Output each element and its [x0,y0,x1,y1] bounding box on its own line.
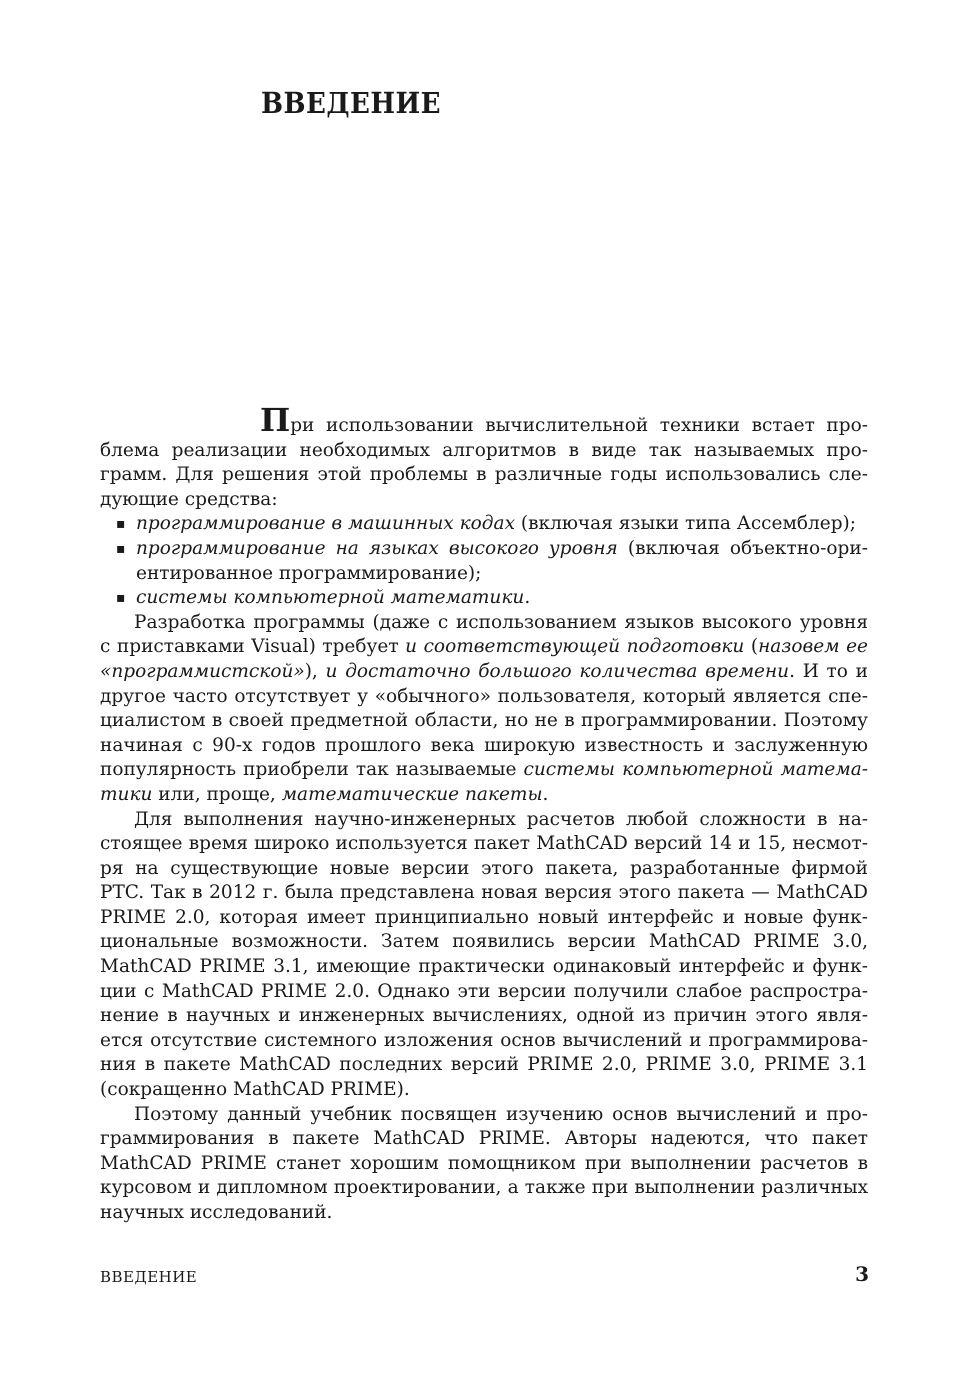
body-text [100,401,868,1226]
intro-paragraph [100,401,868,512]
running-footer: ВВЕДЕНИЕ [100,1268,198,1286]
bullet-icon: ▪ [116,516,126,533]
chapter-title: ВВЕДЕНИЕ [261,86,441,120]
emphasis: системы компьютерной математики [100,759,868,805]
list-item-note: (включая языки типа Ассемблер); [515,513,857,535]
bullet-icon: ▪ [116,590,126,607]
list-item [100,537,868,586]
list-item [100,512,868,537]
text-run: . И то и другое часто отсутствует у «обычного» пользователя, который является специалистом в своей предметной области, но не в программировании. Поэтому начиная с 90-х годов прошлого века широкую известность и заслуженную популярность приобрели так называемые [100,660,868,781]
drop-cap: П [260,401,291,439]
list-item-term: программирование в машинных кодах [136,513,515,535]
text-run: ( [744,636,759,658]
emphasis: и соответствующей подготовки [405,636,745,658]
text-run: Разработка программы (даже с использованием языков высокого уровня с приставками Visual) требует [100,611,868,658]
list-item-note: . [524,587,531,609]
emphasis: и достаточно большого количества времени [325,660,790,682]
list-item-note: (включая объектно-ориентированное программирование); [136,537,868,584]
page-number: 3 [855,1262,869,1286]
paragraph-mathcad: Для выполнения научно-инженерных расчетов любой сложности в настоящее время широко используется пакет MathCAD версий 14 и 15, несмотря на существующие новые версии этого пакета, разработанные фирмой PTC. Так в 2012 г. была представлена новая версия этого пакета — MathCAD PRIME 2.0, которая имеет принципиально новый интерфейс и новые функциональные возможности. Затем появились версии MathCAD PRIME 3.0, MathCAD PRIME 3.1, имеющие практически одинаковый интерфейс и функции с MathCAD PRIME 2.0. Однако эти версии получили слабое распространение в научных и инженерных вычислениях, одной из причин этого является отсутствие системного изложения основ вычислений и программирования в пакете MathCAD последних версий PRIME 2.0, PRIME 3.0, PRIME 3.1 (сокращенно MathCAD PRIME). [100,808,868,1101]
paragraph-development [100,611,868,808]
emphasis: назовем ее «программистской» [100,636,868,682]
list-item-term: программирование на языках высокого уровня [136,537,618,559]
paragraph-purpose: Поэтому данный учебник посвящен изучению основ вычислений и программирования в пакете MathCAD PRIME. Авторы надеются, что пакет MathCAD PRIME станет хорошим помощником при выполнении расчетов в курсовом и дипломном проектировании, а также при выполнении различных научных исследований. [100,1103,868,1223]
list-item [100,586,868,611]
tools-list [100,512,868,610]
emphasis: математические пакеты [281,783,543,805]
text-run: или, проще, [152,783,282,805]
bullet-icon: ▪ [116,540,126,557]
text-run: ), [304,660,326,682]
list-item-term: системы компьютерной математики [136,587,525,609]
intro-text: ри использовании вычислительной техники встает проблема реализации необходимых алгоритмов в виде так называемых программ. Для решения этой проблемы в различные годы использовались следующие средства: [100,415,868,510]
text-run: . [542,783,549,805]
